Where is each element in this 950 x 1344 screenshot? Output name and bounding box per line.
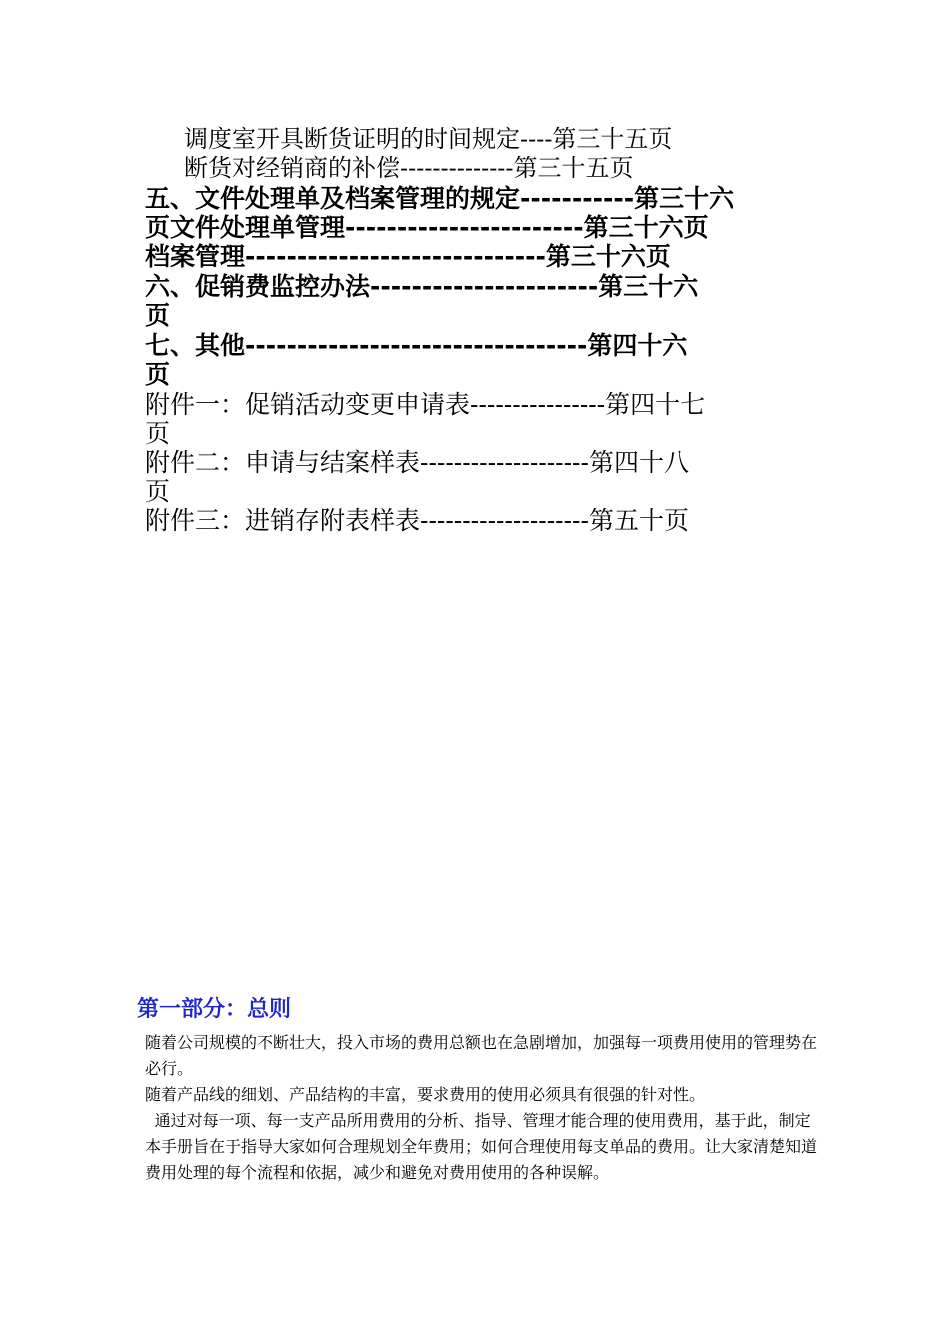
toc-entry: 页文件处理单管理-----------------------第三十六页 (145, 213, 709, 242)
paragraph: 随着公司规模的不断壮大，投入市场的费用总额也在急剧增加，加强每一项费用使用的管理势在必行。 (145, 1033, 818, 1078)
paragraph: 通过对每一项、每一支产品所用费用的分析、指导、管理才能合理的使用费用，基于此，制定本手册旨在于指导大家如何合理规划全年费用；如何合理使用每支单品的费用。让大家清楚知道费用处理的每个流程和依据，减少和避免对费用使用的各种误解。 (145, 1111, 818, 1182)
toc-entry: 页 (145, 360, 171, 389)
toc-entry: 六、促销费监控办法----------------------第三十六 (145, 272, 699, 301)
toc-entry: 附件二：申请与结案样表--------------------第四十八 (145, 448, 689, 477)
toc-entry: 附件三：进销存附表样表--------------------第五十页 (145, 506, 689, 535)
toc-entry: 页 (145, 301, 171, 330)
section-heading: 第一部分：总则 (137, 997, 292, 1022)
toc-entry: 页 (145, 419, 171, 448)
toc-entry: 五、文件处理单及档案管理的规定-----------第三十六 (145, 184, 735, 213)
paragraph: 随着产品线的细划、产品结构的丰富，要求费用的使用必须具有很强的针对性。 (145, 1085, 706, 1104)
toc-entry: 七、其他---------------------------------第四十六 (145, 331, 688, 360)
toc-entry: 调度室开具断货证明的时间规定----第三十五页 (184, 125, 673, 153)
toc-entry: 档案管理-----------------------------第三十六页 (145, 242, 671, 271)
toc-entry: 断货对经销商的补偿--------------第三十五页 (184, 154, 634, 182)
toc-entry: 页 (145, 477, 171, 506)
toc-entry: 附件一：促销活动变更申请表----------------第四十七 (145, 390, 706, 419)
section-body (145, 1030, 825, 1186)
